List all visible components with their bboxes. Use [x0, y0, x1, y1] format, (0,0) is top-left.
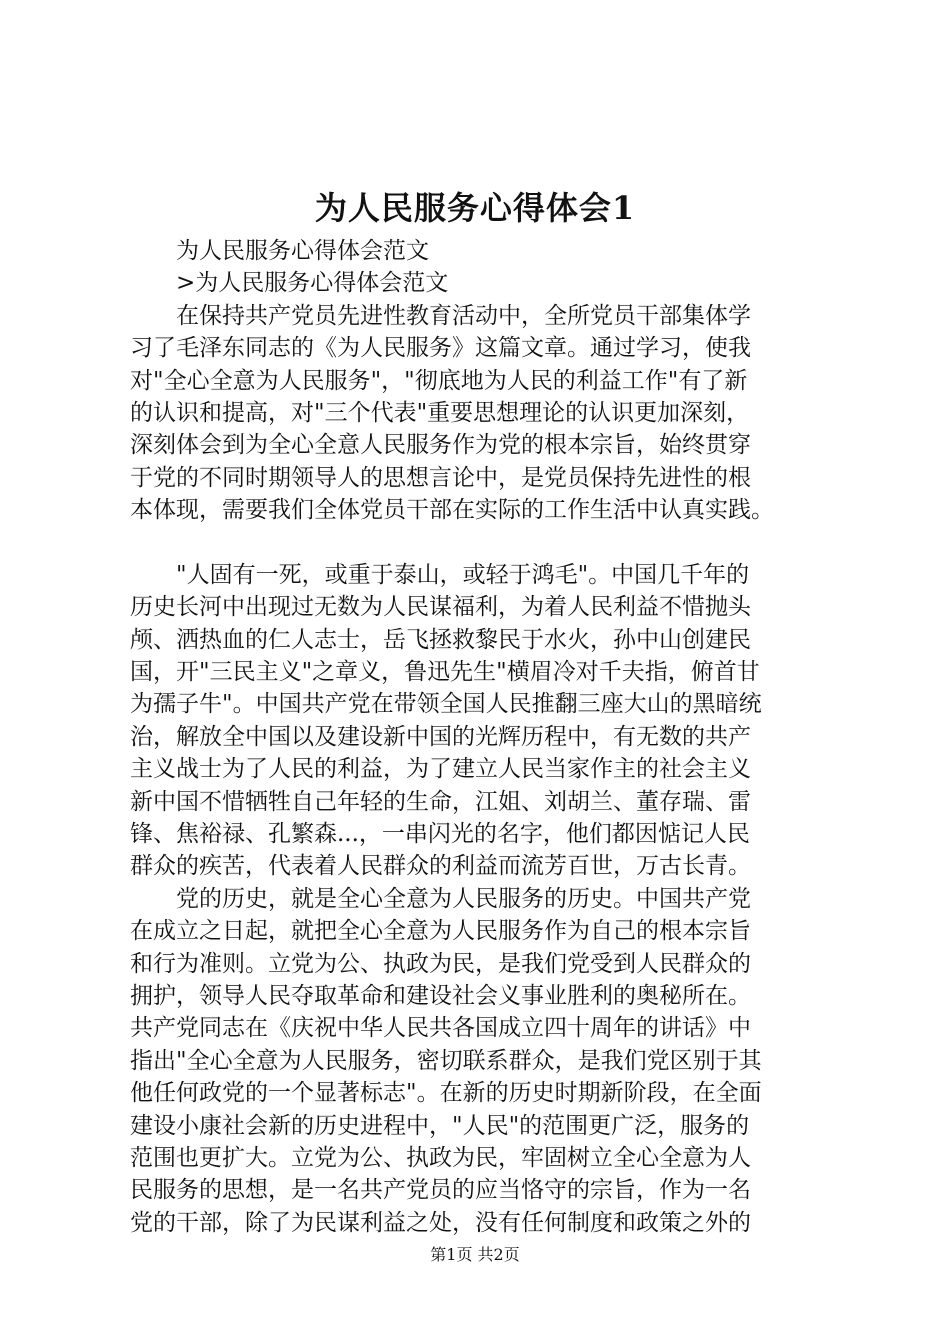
paragraph-3-line: 和行为准则。立党为公、执政为民，是我们党受到人民群众的: [130, 950, 751, 977]
subtitle-line: >为人民服务心得体会范文: [130, 270, 449, 297]
paragraph-1-line: 的认识和提高，对"三个代表"重要思想理论的认识更加深刻，: [130, 399, 750, 426]
paragraph-3-line: 党的干部，除了为民谋利益之处，没有任何制度和政策之外的: [130, 1209, 751, 1236]
subtitle-line: 为人民服务心得体会范文: [130, 238, 429, 264]
paragraph-2-line: 为孺子牛"。中国共产党在带领全国人民推翻三座大山的黑暗统: [130, 691, 762, 718]
paragraph-1-line: 对"全心全意为人民服务"，"彻底地为人民的利益工作"有了新: [130, 367, 748, 394]
paragraph-2-line: 新中国不惜牺牲自己年轻的生命，江姐、刘胡兰、董存瑞、雷: [130, 788, 751, 815]
paragraph-3-line: 他任何政党的一个显著标志"。在新的历史时期新阶段，在全面: [130, 1080, 762, 1107]
paragraph-3-line: 党的历史，就是全心全意为人民服务的历史。中国共产党: [130, 885, 751, 912]
paragraph-3-line: 在成立之日起，就把全心全意为人民服务作为自己的根本宗旨: [130, 918, 751, 945]
paragraph-3-line: 建设小康社会新的历史进程中，"人民"的范围更广泛，服务的: [130, 1112, 750, 1139]
document-body: [130, 235, 833, 1239]
paragraph-1-line: 习了毛泽东同志的《为人民服务》这篇文章。通过学习，使我: [130, 335, 751, 362]
paragraph-1-line: 本体现，需要我们全体党员干部在实际的工作生活中认真实践。: [130, 497, 774, 524]
paragraph-3-line: 拥护，领导人民夺取革命和建设社会义事业胜利的奥秘所在。: [130, 982, 751, 1009]
paragraph-2-line: 颅、洒热血的仁人志士，岳飞拯救黎民于水火，孙中山创建民: [130, 626, 751, 653]
paragraph-3-line: 范围也更扩大。立党为公、执政为民，牢固树立全心全意为人: [130, 1144, 751, 1171]
paragraph-3-line: 民服务的思想，是一名共产党员的应当恪守的宗旨，作为一名: [130, 1177, 751, 1204]
document-title: 为人民服务心得体会1: [314, 189, 636, 227]
paragraph-3-line: 共产党同志在《庆祝中华人民共各国成立四十周年的讲话》中: [130, 1015, 751, 1042]
paragraph-2-line: "人固有一死，或重于泰山，或轻于鸿毛"。中国几千年的: [130, 561, 750, 588]
paragraph-2-line: 历史长河中出现过无数为人民谋福利，为着人民利益不惜抛头: [130, 594, 751, 621]
paragraph-1-line: 于党的不同时期领导人的思想言论中，是党员保持先进性的根: [130, 464, 751, 491]
paragraph-1-line: 在保持共产党员先进性教育活动中，全所党员干部集体学: [130, 302, 751, 329]
paragraph-3-line: 指出"全心全意为人民服务，密切联系群众，是我们党区别于其: [130, 1047, 762, 1074]
paragraph-2-line: 锋、焦裕禄、孔繁森...，一串闪光的名字，他们都因惦记人民: [130, 821, 750, 848]
paragraph-2-line: 国，开"三民主义"之章义，鲁迅先生"横眉冷对千夫指，俯首甘: [130, 659, 760, 686]
paragraph-1-line: 深刻体会到为全心全意人民服务作为党的根本宗旨，始终贯穿: [130, 432, 751, 459]
paragraph-2-line: 群众的疾苦，代表着人民群众的利益而流芳百世，万古长青。: [130, 853, 751, 880]
paragraph-gap: [130, 527, 833, 559]
paragraph-2-line: 主义战士为了人民的利益，为了建立人民当家作主的社会主义: [130, 756, 751, 783]
paragraph-2-line: 治，解放全中国以及建设新中国的光辉历程中，有无数的共产: [130, 723, 751, 750]
page-footer: 第1页 共2页: [430, 1245, 520, 1264]
